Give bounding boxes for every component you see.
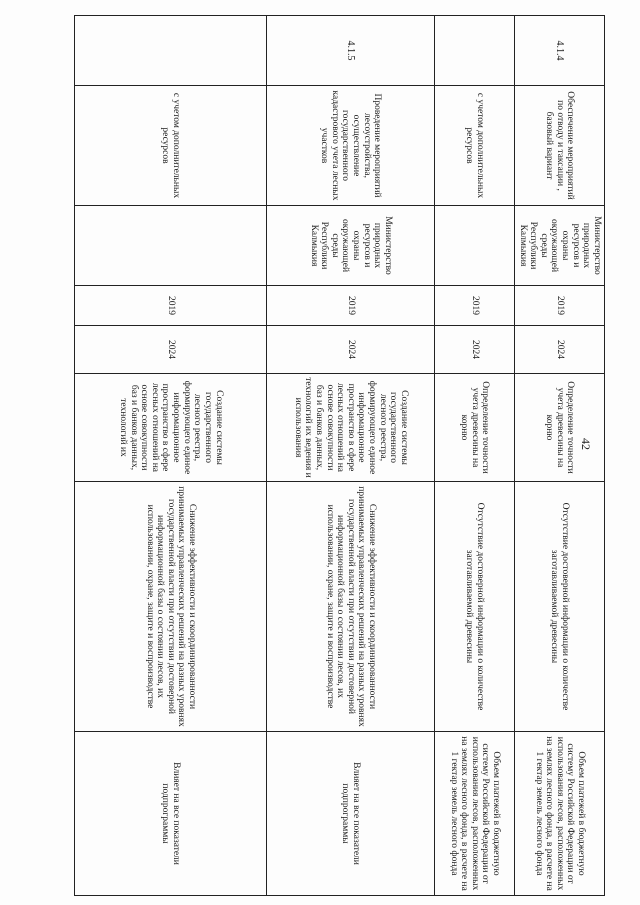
rotated-table-frame [45,15,605,895]
executor [435,206,515,286]
end-year: 2024 [435,326,515,374]
table-row [435,16,515,896]
non-implementation-consequence: Отсутствие достоверной информации о количестве заготавливаемой древесины [515,482,605,732]
measure-name: Обеспечение мероприятий по отводу и таксации , базовый вариант [515,86,605,206]
measure-name: Проведение мероприятий лесоустройства, осуществление государственного кадастрового учета лесных участков [267,86,435,206]
table-row [75,16,267,896]
expected-result: Определение точности учета древесины на корню [435,374,515,482]
expected-result: Определение точности учета древесины на корню [515,374,605,482]
expected-result: Создание системы государственного лесного реестра, формирующего единое информационное пространство в сфере лесных отношений на основе совокупности баз и банков данных, технологий их ведения и использования [267,374,435,482]
end-year: 2024 [267,326,435,374]
measure-name: с учетом дополнительных ресурсов [435,86,515,206]
end-year: 2024 [515,326,605,374]
non-implementation-consequence: Снижение эффективности и скоординированности принимаемых управленческих решений на разных уровнях государственной власти при отсутствии достоверной информационной базы о состоянии лесов, их использовании, охране, защите и воспроизводстве [75,482,267,732]
non-implementation-consequence: Отсутствие достоверной информации о количестве заготавливаемой древесины [435,482,515,732]
start-year: 2019 [515,286,605,326]
executor: Министерство природных ресурсов и охраны окружающей среды Республики Калмыкия [515,206,605,286]
measure-name: с учетом дополнительных ресурсов [75,86,267,206]
start-year: 2019 [267,286,435,326]
table-row [267,16,435,896]
page-number: 42 [579,438,593,450]
start-year: 2019 [75,286,267,326]
row-number: 4.1.5 [267,16,435,86]
executor [75,206,267,286]
indicator-link: Объем платежей в бюджетную систему Российской Федерации от использования лесов, расположенных на землях лесного фонда, в расчете на 1 гектар земель лесного фонда [435,732,515,896]
non-implementation-consequence: Снижение эффективности и скоординированности принимаемых управленческих решений на разных уровнях государственной власти при отсутствии достоверной информационной базы о состоянии лесов, их использовании, охране, защите и воспроизводстве [267,482,435,732]
row-number: 4.1.4 [515,16,605,86]
row-number [75,16,267,86]
row-number [435,16,515,86]
program-measures-table [74,15,605,896]
indicator-link: Влияет на все показатели подпрограммы [267,732,435,896]
indicator-link: Объем платежей в бюджетную систему Российской Федерации от использования лесов, расположенных на землях лесного фонда, в расчете на 1 гектар земель лесного фонда [515,732,605,896]
table-row [515,16,605,896]
indicator-link: Влияет на все показатели подпрограммы [75,732,267,896]
start-year: 2019 [435,286,515,326]
end-year: 2024 [75,326,267,374]
expected-result: Создание системы государственного лесного реестра, формирующего единое информационное пространство в сфере лесных отношений на основе совокупности баз и банков данных, технологий их [75,374,267,482]
executor: Министерство природных ресурсов и охраны окружающей среды Республики Калмыкия [267,206,435,286]
